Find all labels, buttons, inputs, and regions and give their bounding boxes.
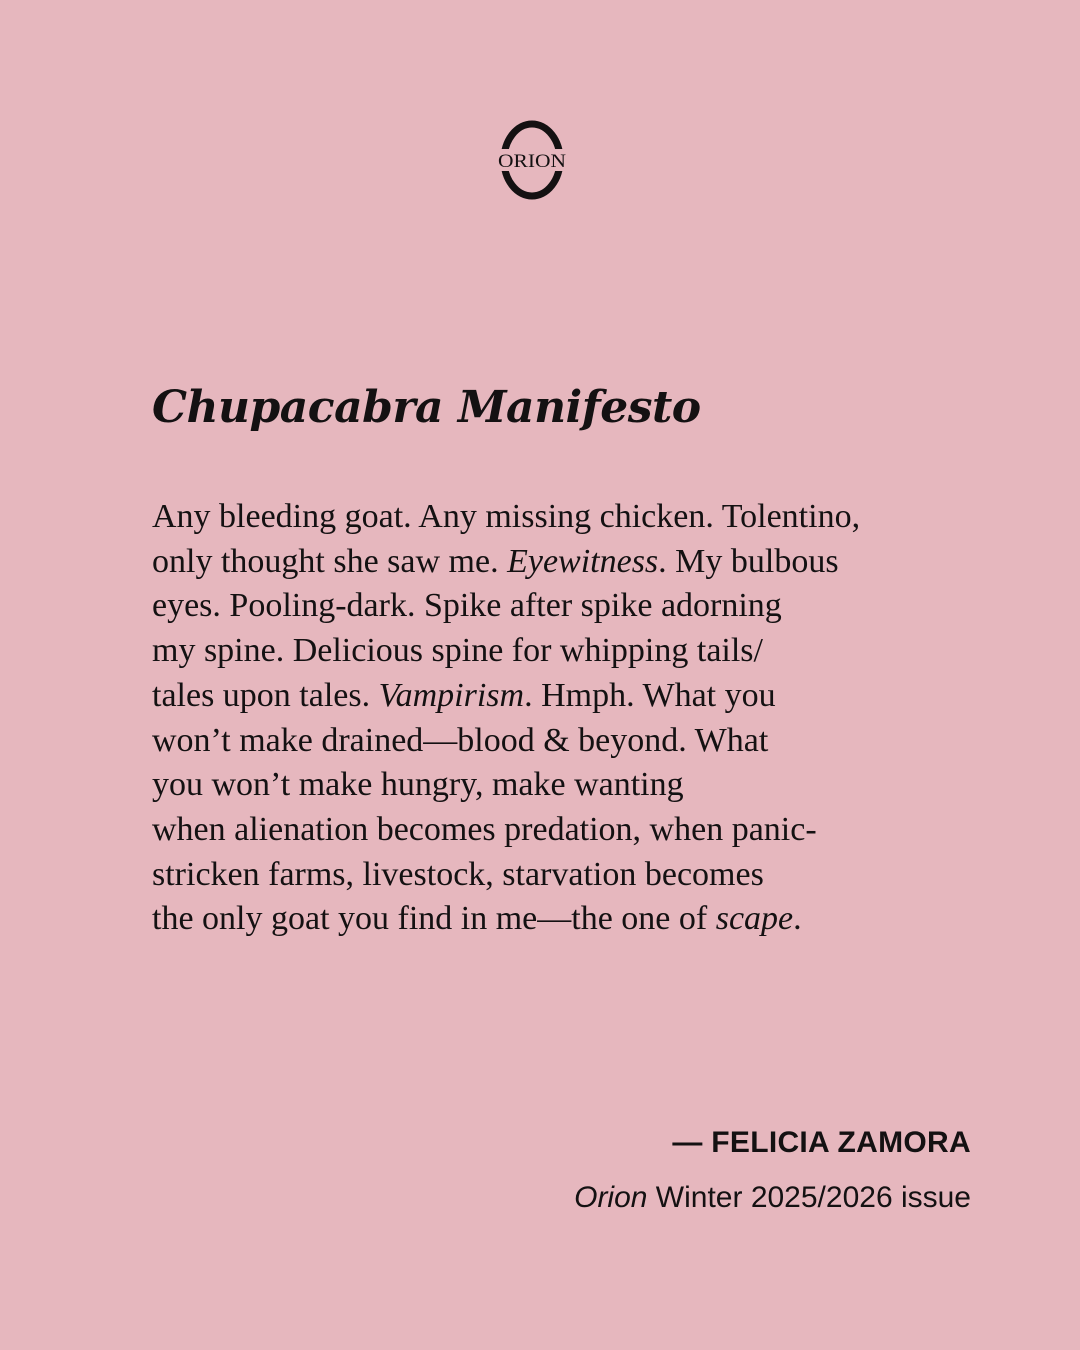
poem-title: Chupacabra Manifesto [152,382,701,433]
poem-line [152,674,952,719]
poem-italic-word: Vampirism [378,676,525,714]
poem-text: eyes. Pooling-dark. Spike after spike adorning [152,587,782,625]
poem-text: won’t make drained—blood & beyond. What [152,721,769,759]
logo-wordmark: ORION [498,151,567,172]
poem-text: my spine. Delicious spine for whipping tails/ [152,632,763,670]
poem-line [152,584,952,629]
issue-credit [574,1177,971,1219]
poem-text: . My bulbous [658,542,839,580]
author-name: — FELICIA ZAMORA [672,1126,971,1159]
poem-line [152,629,952,674]
poem-line [152,808,952,853]
orion-logo-icon [495,118,569,202]
poem-italic-word: scape [715,900,794,938]
poem-body [152,495,952,942]
poem-text: . [793,900,802,938]
orion-logo [495,118,569,202]
poem-text: the only goat you find in me—the one of [152,900,716,938]
poem-line [152,540,952,585]
poem-line [152,853,952,898]
poem-line [152,763,952,808]
poem-text: when alienation becomes predation, when panic- [152,810,817,848]
poem-text: stricken farms, livestock, starvation becomes [152,855,764,893]
attribution [574,1122,971,1219]
poem-italic-word: Eyewitness [507,542,659,580]
issue-details: Winter 2025/2026 issue [647,1181,971,1214]
poem-line [152,495,952,540]
poem-line [152,897,952,942]
poem-text: you won’t make hungry, make wanting [152,766,684,804]
poem-text: tales upon tales. [152,676,379,714]
poem-text: Any bleeding goat. Any missing chicken. Tolentino, [152,498,861,535]
poem-text: . Hmph. What you [524,676,776,714]
poem-text: only thought she saw me. [152,542,508,580]
poem-line [152,719,952,764]
publication-name: Orion [574,1181,648,1214]
